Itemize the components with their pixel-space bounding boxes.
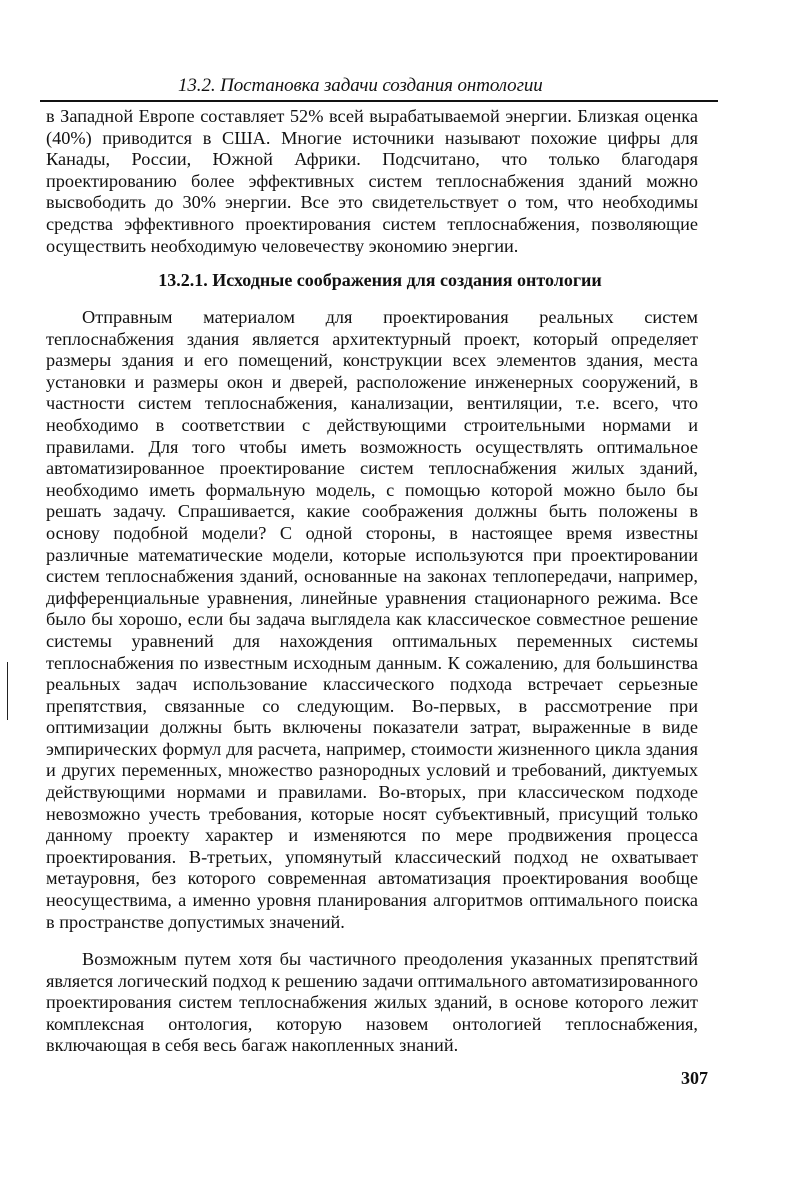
section-heading: 13.2.1. Исходные соображения для создания онтологии [158,270,602,290]
paragraph-3: Возможным путем хотя бы частичного преодоления указанных препятствий является логический подход к решению задачи оптимального автоматизированного проектирования систем теплоснабжения жилых зданий, в основе которого лежит комплексная онтология, которую назовем онтологией теплоснабжения, включающая в себя весь багаж накопленных знаний. [46,949,698,1056]
margin-mark [7,662,8,720]
running-head: 13.2. Постановка задачи создания онтологии [178,75,543,96]
paragraph-2: Отправным материалом для проектирования реальных систем теплоснабжения здания является архитектурный проект, который определяет размеры здания и его помещений, конструкции всех элементов здания, места установки и размеры окон и дверей, расположение инженерных сооружений, в частности систем теплоснабжения, канализации, вентиляции, т.е. всего, что необходимо в соответствии с действующими строительными нормами и правилами. Для того чтобы иметь возможность осуществлять оптимальное автоматизированное проектирование систем теплоснабжения жилых зданий, необходимо иметь формальную модель, с помощью которой можно было бы решать задачу. Спрашивается, какие соображения должны быть положены в основу подобной модели? С одной стороны, в настоящее время известны различные математические модели, которые используются при проектировании систем теплоснабжения зданий, основанные на законах теплопередачи, например, дифференциальные уравнения, линейные уравнения стационарного режима. Все было бы хорошо, если бы задача выглядела как классическое совместное решение системы уравнений для нахождения оптимальных переменных системы теплоснабжения по известным исходным данным. К сожалению, для большинства реальных задач использование классического подхода встречает серьезные препятствия, связанные со следующим. Во-первых, в рассмотрение при оптимизации должны быть включены показатели затрат, выраженные в виде эмпирических формул для расчета, например, стоимости жизненного цикла здания и других переменных, множество разнородных условий и требований, диктуемых действующими нормами и правилами. Во-вторых, при классическом подходе невозможно учесть требования, которые носят субъективный, присущий только данному проекту характер и изменяются по мере продвижения процесса проектирования. В-третьих, упомянутый классический подход не охватывает метауровня, без которого современная автоматизация проектирования вообще неосуществима, а именно уровня планирования алгоритмов оптимального поиска в пространстве допустимых значений. [46,307,698,932]
header-rule [40,100,718,102]
page-number: 307 [681,1068,708,1088]
paragraph-1: в Западной Европе составляет 52% всей вырабатываемой энергии. Близкая оценка (40%) приводится в США. Многие источники называют похожие цифры для Канады, России, Южной Африки. Подсчитано, что только благодаря проектированию более эффективных систем теплоснабжения зданий можно высвободить до 30% энергии. Все это свидетельствует о том, что необходимы средства эффективного проектирования систем теплоснабжения, позволяющие осуществить необходимую человечеству экономию энергии. [46,106,698,256]
